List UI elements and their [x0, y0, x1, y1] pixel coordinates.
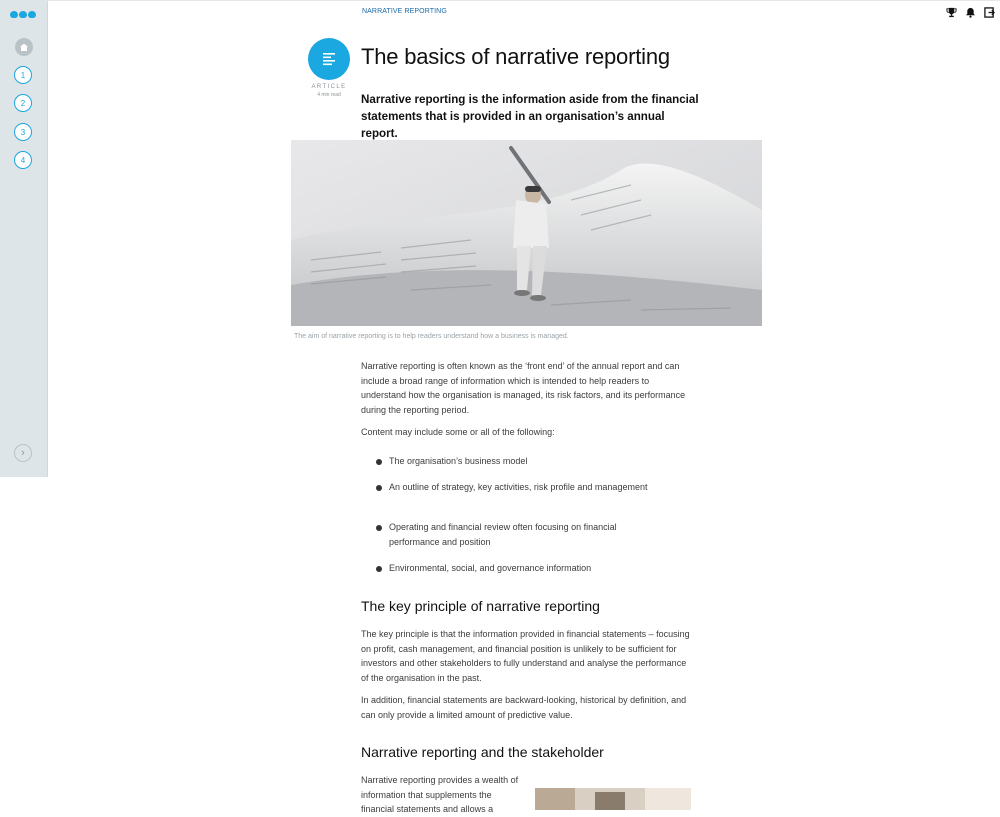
section-heading: The key principle of narrative reporting	[361, 598, 600, 614]
logo-icon[interactable]	[10, 11, 36, 18]
step-4-button[interactable]: 4	[14, 151, 32, 169]
step-3-button[interactable]: 3	[14, 123, 32, 141]
article-type-label: ARTICLE	[311, 84, 347, 90]
hero-image	[291, 140, 762, 326]
breadcrumb[interactable]: NARRATIVE REPORTING	[362, 8, 447, 15]
inline-image	[535, 788, 691, 810]
expand-sidebar-button[interactable]	[14, 444, 32, 462]
step-2-button[interactable]: 2	[14, 94, 32, 112]
paragraph: Narrative reporting provides a wealth of information that supplements the financial statements and allows a	[361, 775, 519, 814]
list-item: An outline of strategy, key activities, risk profile and management	[376, 480, 666, 495]
lead-paragraph: Narrative reporting is the information aside from the financial statements that is provided in an organisation’s annual report.	[361, 93, 699, 140]
section-heading: Narrative reporting and the stakeholder	[361, 744, 604, 760]
paragraph: Content may include some or all of the following:	[361, 427, 555, 437]
paragraph: In addition, financial statements are backward-looking, historical by definition, and can only provide a limited amount of predictive value.	[361, 695, 687, 720]
image-caption: The aim of narrative reporting is to help readers understand how a business is managed.	[294, 333, 569, 340]
home-icon[interactable]	[15, 38, 33, 56]
bell-icon[interactable]	[965, 7, 976, 18]
top-toolbar	[946, 7, 995, 18]
step-1-button[interactable]: 1	[14, 66, 32, 84]
sidebar	[0, 0, 48, 477]
paragraph: The key principle is that the information provided in financial statements – focusing on profit, cash management, and financial position is unlikely to be sufficient for investors and other stakeholders to fully understand and analyse the performance of the organisation in the past.	[361, 629, 690, 683]
list-item: The organisation’s business model	[376, 454, 666, 469]
list-item: Environmental, social, and governance information	[376, 561, 666, 576]
list-item: Operating and financial review often focusing on financial performance and position	[376, 520, 666, 549]
page-title: The basics of narrative reporting	[361, 44, 670, 69]
read-time: 4 min read	[317, 92, 341, 98]
chevron-right-icon: ›	[21, 447, 25, 459]
top-divider	[47, 0, 1000, 1]
paragraph: Narrative reporting is often known as the ‘front end’ of the annual report and can include a broad range of information which is intended to help readers to understand how the organisation is managed, its risk factors, and its performance during the reporting period.	[361, 361, 686, 415]
article-icon	[308, 38, 350, 80]
trophy-icon[interactable]	[946, 7, 957, 18]
logout-icon[interactable]	[984, 7, 995, 18]
